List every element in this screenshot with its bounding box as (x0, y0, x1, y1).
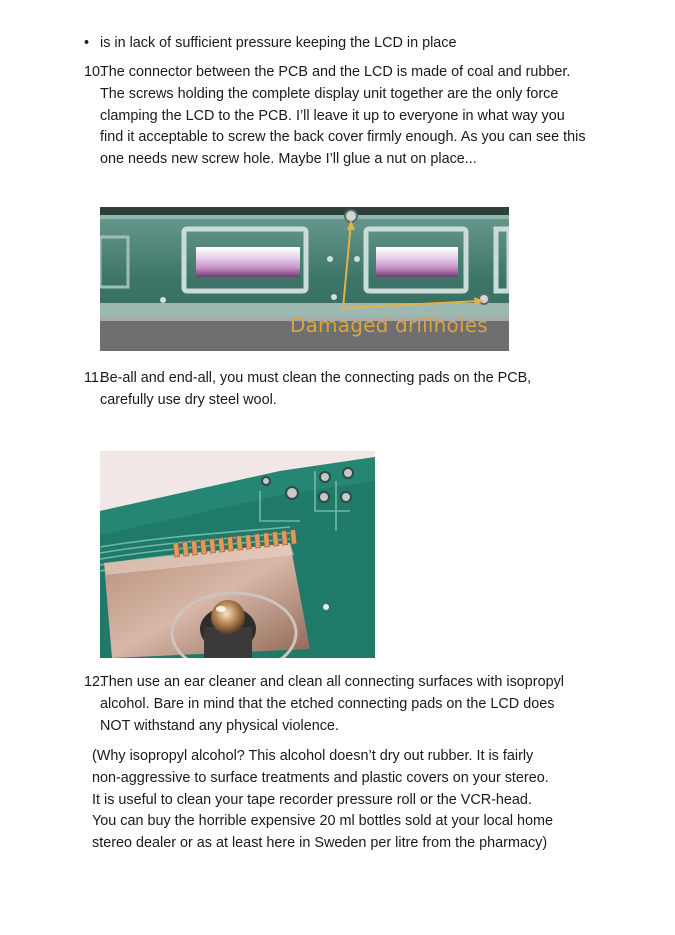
note-line: non-aggressive to surface treatments and plastic covers on your stereo. (92, 769, 549, 786)
lcd-frame-photo (100, 207, 509, 351)
text-line: carefully use dry steel wool. (100, 391, 277, 408)
isopropyl-note (92, 746, 553, 855)
note-line: stereo dealer or as at least here in Sweden per litre from the pharmacy) (92, 835, 548, 852)
text-line: alcohol. Bare in mind that the etched connecting pads on the LCD does (100, 695, 555, 712)
bullet-marker: • (84, 35, 90, 51)
text-line: The connector between the PCB and the LCD is made of coal and rubber. (100, 64, 571, 80)
step-number: 11. (84, 370, 103, 386)
step-text (100, 368, 531, 412)
bullet-text: is in lack of sufficient pressure keeping the LCD in place (100, 35, 457, 51)
text-line: Then use an ear cleaner and clean all connecting surfaces with isopropyl (100, 674, 564, 690)
pcb-pads-illustration (100, 451, 375, 658)
text-line: Be-all and end-all, you must clean the connecting pads on the PCB, (100, 370, 532, 386)
step-number: 12. (84, 674, 105, 690)
step-number: 10. (84, 64, 105, 80)
step-text (100, 672, 564, 737)
note-line: (Why isopropyl alcohol? This alcohol doesn’t dry out rubber. It is fairly (92, 748, 534, 764)
text-line: clamping the LCD to the PCB. I’ll leave it up to everyone in what way you (100, 107, 565, 124)
pcb-pads-photo (100, 451, 375, 658)
text-line: NOT withstand any physical violence. (100, 717, 339, 734)
photo-caption: Damaged drillholes (290, 313, 488, 337)
step-text (100, 62, 586, 171)
text-line: one needs new screw hole. Maybe I’ll glue a nut on place... (100, 151, 477, 168)
note-line: You can buy the horrible expensive 20 ml bottles sold at your local home (92, 813, 554, 830)
text-line: The screws holding the complete display unit together are the only force (100, 85, 559, 102)
note-line: It is useful to clean your tape recorder pressure roll or the VCR-head. (92, 791, 532, 808)
text-line: find it acceptable to screw the back cover firmly enough. As you can see this (100, 129, 586, 146)
